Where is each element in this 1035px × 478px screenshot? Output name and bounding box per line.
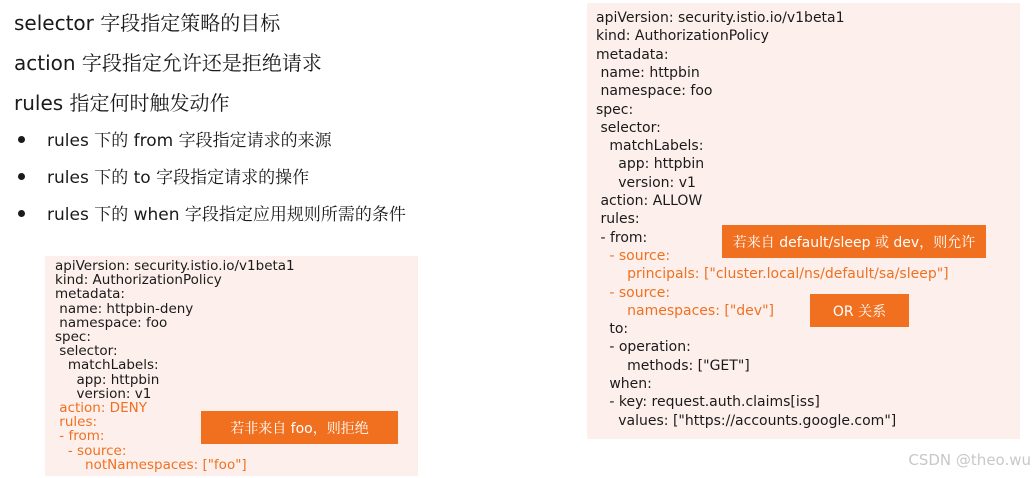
code-line: rules: — [55, 414, 98, 431]
code-line: action: DENY — [55, 400, 147, 416]
code-line: metadata: — [55, 286, 125, 303]
code-line: when: — [596, 376, 652, 392]
code-line: selector: — [55, 343, 118, 360]
code-line: - source: — [596, 284, 671, 301]
bullet-text: rules 下的 when 字段指定应用规则所需的条件 — [47, 205, 406, 225]
bullet-when — [18, 204, 406, 226]
code-line: - operation: — [596, 339, 691, 356]
code-line: selector: — [596, 119, 661, 136]
code-line: version: v1 — [596, 174, 696, 191]
code-line: matchLabels: — [596, 138, 704, 155]
tag-allow-note: 若来自 default/sleep 或 dev，则允许 — [722, 225, 986, 258]
code-line: to: — [596, 321, 629, 338]
code-line: apiVersion: security.istio.io/v1beta1 — [55, 258, 295, 274]
code-line: - from: — [596, 229, 648, 246]
code-line: principals: ["cluster.local/ns/default/sa/sleep"] — [596, 266, 949, 283]
code-line: spec: — [596, 101, 634, 118]
tag-or-relation: OR 关系 — [810, 294, 909, 327]
bullet-text: rules 下的 to 字段指定请求的操作 — [47, 168, 310, 188]
code-line: kind: AuthorizationPolicy — [55, 272, 222, 289]
bullet-dot-icon — [18, 136, 25, 143]
code-line: action: ALLOW — [596, 193, 703, 209]
tag-deny-note: 若非来自 foo，则拒绝 — [201, 411, 398, 444]
heading-action: action 字段指定允许还是拒绝请求 — [14, 51, 322, 75]
code-line: metadata: — [596, 46, 669, 63]
code-line: version: v1 — [55, 385, 152, 402]
code-line: - source: — [55, 442, 127, 459]
code-line: name: httpbin-deny — [55, 300, 194, 317]
code-line: - source: — [596, 247, 671, 264]
bullet-to — [18, 167, 309, 189]
code-line: matchLabels: — [55, 357, 159, 374]
code-line: apiVersion: security.istio.io/v1beta1 — [596, 10, 845, 26]
code-line: app: httpbin — [55, 371, 160, 388]
bullet-dot-icon — [18, 173, 25, 180]
code-line: namespace: foo — [596, 83, 713, 100]
code-line: - from: — [55, 428, 105, 445]
code-line: - key: request.auth.claims[iss] — [596, 394, 820, 411]
code-line: notNamespaces: ["foo"] — [55, 456, 247, 473]
code-line: kind: AuthorizationPolicy — [596, 28, 769, 45]
heading-rules: rules 指定何时触发动作 — [14, 91, 230, 115]
code-line: app: httpbin — [596, 156, 705, 173]
code-line: methods: ["GET"] — [596, 357, 750, 374]
watermark: CSDN @theo.wu — [908, 451, 1031, 469]
bullet-text: rules 下的 from 字段指定请求的来源 — [47, 131, 332, 151]
code-line: values: ["https://accounts.google.com"] — [596, 412, 897, 429]
code-line: rules: — [596, 211, 640, 228]
bullet-from — [18, 130, 332, 152]
code-line: namespace: foo — [55, 314, 168, 331]
bullet-dot-icon — [18, 210, 25, 217]
heading-selector: selector 字段指定策略的目标 — [14, 11, 281, 35]
code-line: spec: — [55, 329, 91, 345]
code-line: namespaces: ["dev"] — [596, 302, 774, 319]
code-line: name: httpbin — [596, 64, 700, 81]
